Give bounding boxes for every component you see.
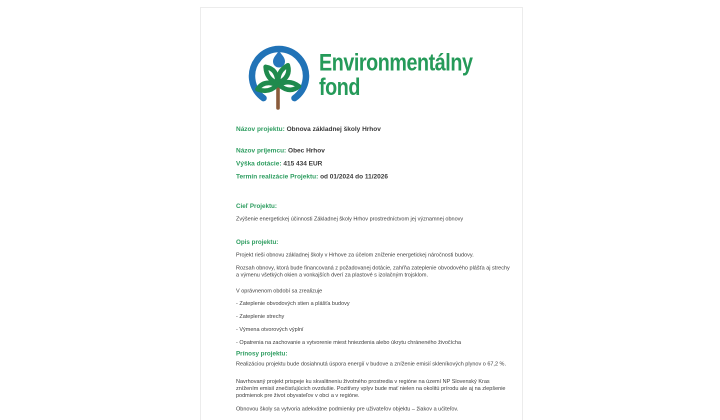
benefits-paragraph-1: Realizáciou projektu bude dosiahnutá úspora energií v budove a zníženie emisií skleníkových plynov o 67,2 %. xyxy=(236,361,506,367)
document-content xyxy=(201,8,522,420)
field-project-name-label: Názov projektu: xyxy=(236,125,285,133)
description-paragraph-3: V oprávnenom období sa zrealizuje xyxy=(236,288,323,294)
field-term-value: od 01/2024 do 11/2026 xyxy=(320,172,388,180)
goal-heading: Cieľ Projektu: xyxy=(236,202,277,210)
summary-fields xyxy=(236,144,512,183)
logo-wordmark-line1: Environmentálny xyxy=(319,49,473,76)
field-term-label: Termín realizácie Projektu: xyxy=(236,172,319,180)
water-drop-icon xyxy=(273,51,285,68)
logo-wordmark xyxy=(319,51,473,100)
description-bullet-1: - Zateplenie obvodových stien a plášťa budovy xyxy=(236,300,350,307)
benefits-heading: Prínosy projektu: xyxy=(236,350,288,357)
field-project-name-value: Obnova základnej školy Hrhov xyxy=(286,125,381,133)
field-term xyxy=(236,170,512,183)
goal-text: Zvýšenie energetickej účinnosti Základnej školy Hrhov prostredníctvom jej významnej obnovy xyxy=(236,216,464,222)
benefits-paragraph-3: Obnovou školy sa vytvoria adekvátne podmienky pre uživateľov objektu – žiakov a učiteľov. xyxy=(236,406,459,412)
field-grant-amount-value: 415 434 EUR xyxy=(283,159,323,167)
benefits-paragraph-2: Navrhovaný projekt prispeje ku skvalitneniu životného prostredia v regióne na území NP Slovenský Kras znížením emisií znečisťujúcich ovzdušie. Pozitívny vplyv bude mať nielen na okolitú prírodu ale aj na zlepšenie podmienok pre život obyvateľov v obci a v regióne. xyxy=(236,378,506,399)
description-bullet-4: - Opatrenia na zachovanie a vytvorenie miest hniezdenia alebo úkrytu chráneného živočícha xyxy=(236,339,462,346)
description-bullet-2: - Zateplenie strechy xyxy=(236,313,285,320)
description-heading: Opis projektu: xyxy=(236,238,279,246)
field-recipient-label: Názov príjemcu: xyxy=(236,146,287,154)
field-grant-amount xyxy=(236,157,512,170)
description-paragraph-2: Rozsah obnovy, ktorá bude financovaná z požadovanej dotácie, zahŕňa zateplenie obvodového plášťa aj strechy a výmenu všetkých okien a vonkajších dverí za plastové s izolačným trojsklom. xyxy=(236,265,510,278)
field-project-name xyxy=(236,123,512,136)
description-paragraph-1: Projekt rieši obnovu základnej školy v Hrhove za účelom zníženie energetickej náročnosti budovy. xyxy=(236,252,474,258)
environmental-fund-logo-icon xyxy=(244,38,314,112)
field-grant-amount-label: Výška dotácie: xyxy=(236,159,282,167)
description-bullet-3: - Výmena otvorových výplní xyxy=(236,326,304,333)
logo xyxy=(244,38,506,112)
field-recipient-value: Obec Hrhov xyxy=(288,146,325,154)
logo-wordmark-line2: fond xyxy=(319,74,360,101)
field-recipient xyxy=(236,144,512,157)
document-page xyxy=(200,7,523,420)
